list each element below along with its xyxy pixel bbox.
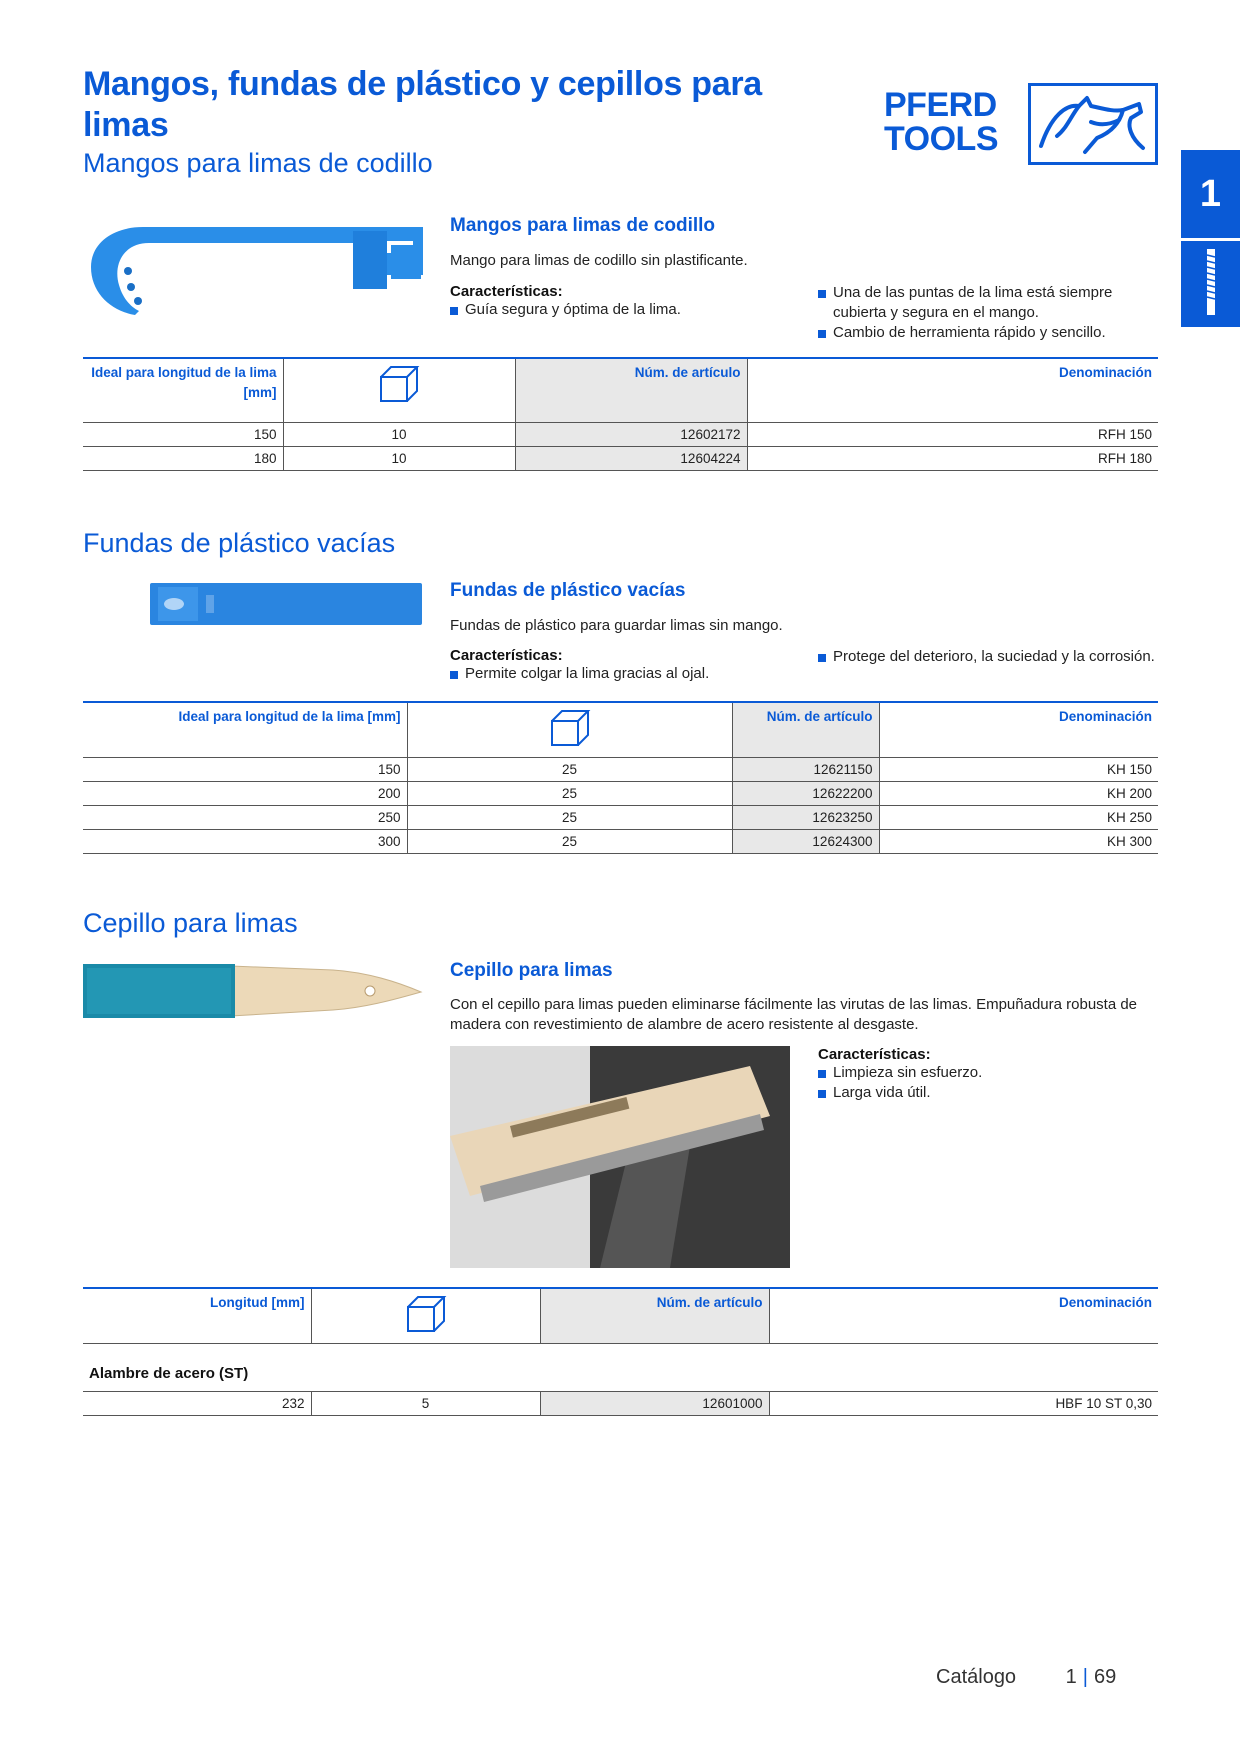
features-right-sleeves: [818, 647, 1158, 667]
plastic-sleeve-image: [150, 583, 422, 625]
features-left-handle: [450, 283, 810, 320]
product-description-brush: Con el cepillo para limas pueden eliminarse fácilmente las virutas de las limas. Empuñadura robusta de madera con revestimiento de alambre de acero resistente al desgaste.: [450, 996, 1138, 1033]
cell-name: RFH 180: [747, 446, 1158, 470]
footer-chapter: 1: [1065, 1666, 1077, 1688]
cell-name: HBF 10 ST 0,30: [769, 1392, 1158, 1416]
features-heading: Características:: [450, 647, 563, 664]
section-heading-brush: Cepillo para limas: [83, 908, 298, 938]
table-row: [83, 422, 1158, 446]
cell-article: 12601000: [540, 1392, 769, 1416]
feature-item: Cambio de herramienta rápido y sencillo.: [818, 323, 1158, 343]
page-footer: [936, 1666, 1116, 1689]
cell-pack: 10: [283, 422, 515, 446]
col-header-length: Ideal para longitud de la lima [mm]: [83, 702, 407, 758]
col-header-name: Denominación: [747, 358, 1158, 422]
feature-item: Guía segura y óptima de la lima.: [450, 300, 810, 320]
cell-pack: 25: [407, 830, 732, 854]
cell-length: 300: [83, 830, 407, 854]
table-row: [83, 446, 1158, 470]
page-title: Mangos, fundas de plástico y cepillos para limas: [83, 65, 762, 144]
col-header-article: Núm. de artículo: [540, 1288, 769, 1344]
cell-article: 12622200: [732, 782, 879, 806]
box-icon: [377, 363, 421, 403]
cell-article: 12602172: [515, 422, 747, 446]
product-title-handle: Mangos para limas de codillo: [450, 215, 716, 236]
box-icon: [548, 707, 592, 747]
cell-pack: 10: [283, 446, 515, 470]
col-header-name: Denominación: [879, 702, 1158, 758]
feature-item: Una de las puntas de la lima está siempre cubierta y segura en el mango.: [818, 283, 1158, 323]
cell-length: 150: [83, 758, 407, 782]
group-label: Alambre de acero (ST): [83, 1344, 1158, 1392]
chapter-tab[interactable]: 1: [1181, 150, 1240, 238]
features-heading: Características:: [450, 283, 563, 300]
col-header-package: [283, 358, 515, 422]
file-brush-image: [83, 960, 423, 1022]
table-row: [83, 830, 1158, 854]
col-header-package: [311, 1288, 540, 1344]
table-row: [83, 806, 1158, 830]
spec-table-brush: [83, 1287, 1158, 1416]
product-title-sleeves: Fundas de plástico vacías: [450, 580, 686, 601]
table-row: [83, 1392, 1158, 1416]
cell-length: 200: [83, 782, 407, 806]
features-right-handle: [818, 283, 1158, 343]
cell-name: KH 200: [879, 782, 1158, 806]
cell-name: KH 150: [879, 758, 1158, 782]
col-header-article: Núm. de artículo: [732, 702, 879, 758]
cell-pack: 25: [407, 782, 732, 806]
logo-line-2: TOOLS: [884, 120, 998, 158]
cell-length: 250: [83, 806, 407, 830]
col-header-length: Ideal para longitud de la lima [mm]: [83, 358, 283, 422]
table-group-row: [83, 1344, 1158, 1392]
col-header-package: [407, 702, 732, 758]
product-description-handle: Mango para limas de codillo sin plastificante.: [450, 252, 748, 269]
horse-logo-icon: [1028, 83, 1158, 165]
box-icon: [404, 1293, 448, 1333]
feature-item: Protege del deterioro, la suciedad y la corrosión.: [818, 647, 1158, 667]
cell-article: 12624300: [732, 830, 879, 854]
page-subtitle: Mangos para limas de codillo: [83, 148, 433, 178]
product-description-sleeves: Fundas de plástico para guardar limas sin mango.: [450, 617, 783, 634]
features-left-sleeves: [450, 647, 810, 684]
cell-pack: 25: [407, 806, 732, 830]
cell-name: KH 300: [879, 830, 1158, 854]
feature-item: Permite colgar la lima gracias al ojal.: [450, 664, 810, 684]
feature-item: Limpieza sin esfuerzo.: [818, 1063, 1158, 1083]
cell-length: 150: [83, 422, 283, 446]
table-row: [83, 782, 1158, 806]
feature-item: Larga vida útil.: [818, 1083, 1158, 1103]
col-header-length: Longitud [mm]: [83, 1288, 311, 1344]
brush-usage-photo: [450, 1046, 790, 1268]
cell-pack: 5: [311, 1392, 540, 1416]
cell-length: 180: [83, 446, 283, 470]
file-icon-tab[interactable]: [1181, 241, 1240, 327]
cell-article: 12604224: [515, 446, 747, 470]
cell-article: 12621150: [732, 758, 879, 782]
brand-logo-text: [884, 88, 1014, 156]
footer-label: Catálogo: [936, 1666, 1017, 1688]
cell-pack: 25: [407, 758, 732, 782]
spec-table-handles: [83, 357, 1158, 471]
file-handle-image: [83, 215, 428, 325]
features-brush: [818, 1046, 1158, 1103]
col-header-name: Denominación: [769, 1288, 1158, 1344]
cell-name: RFH 150: [747, 422, 1158, 446]
features-heading: Características:: [818, 1046, 931, 1063]
cell-article: 12623250: [732, 806, 879, 830]
col-header-article: Núm. de artículo: [515, 358, 747, 422]
cell-length: 232: [83, 1392, 311, 1416]
footer-divider: |: [1082, 1666, 1088, 1688]
table-row: [83, 758, 1158, 782]
cell-name: KH 250: [879, 806, 1158, 830]
product-title-brush: Cepillo para limas: [450, 960, 613, 981]
section-heading-sleeves: Fundas de plástico vacías: [83, 528, 396, 558]
footer-page-number: 69: [1093, 1666, 1117, 1688]
logo-line-1: PFERD: [884, 86, 997, 124]
spec-table-sleeves: [83, 701, 1158, 854]
